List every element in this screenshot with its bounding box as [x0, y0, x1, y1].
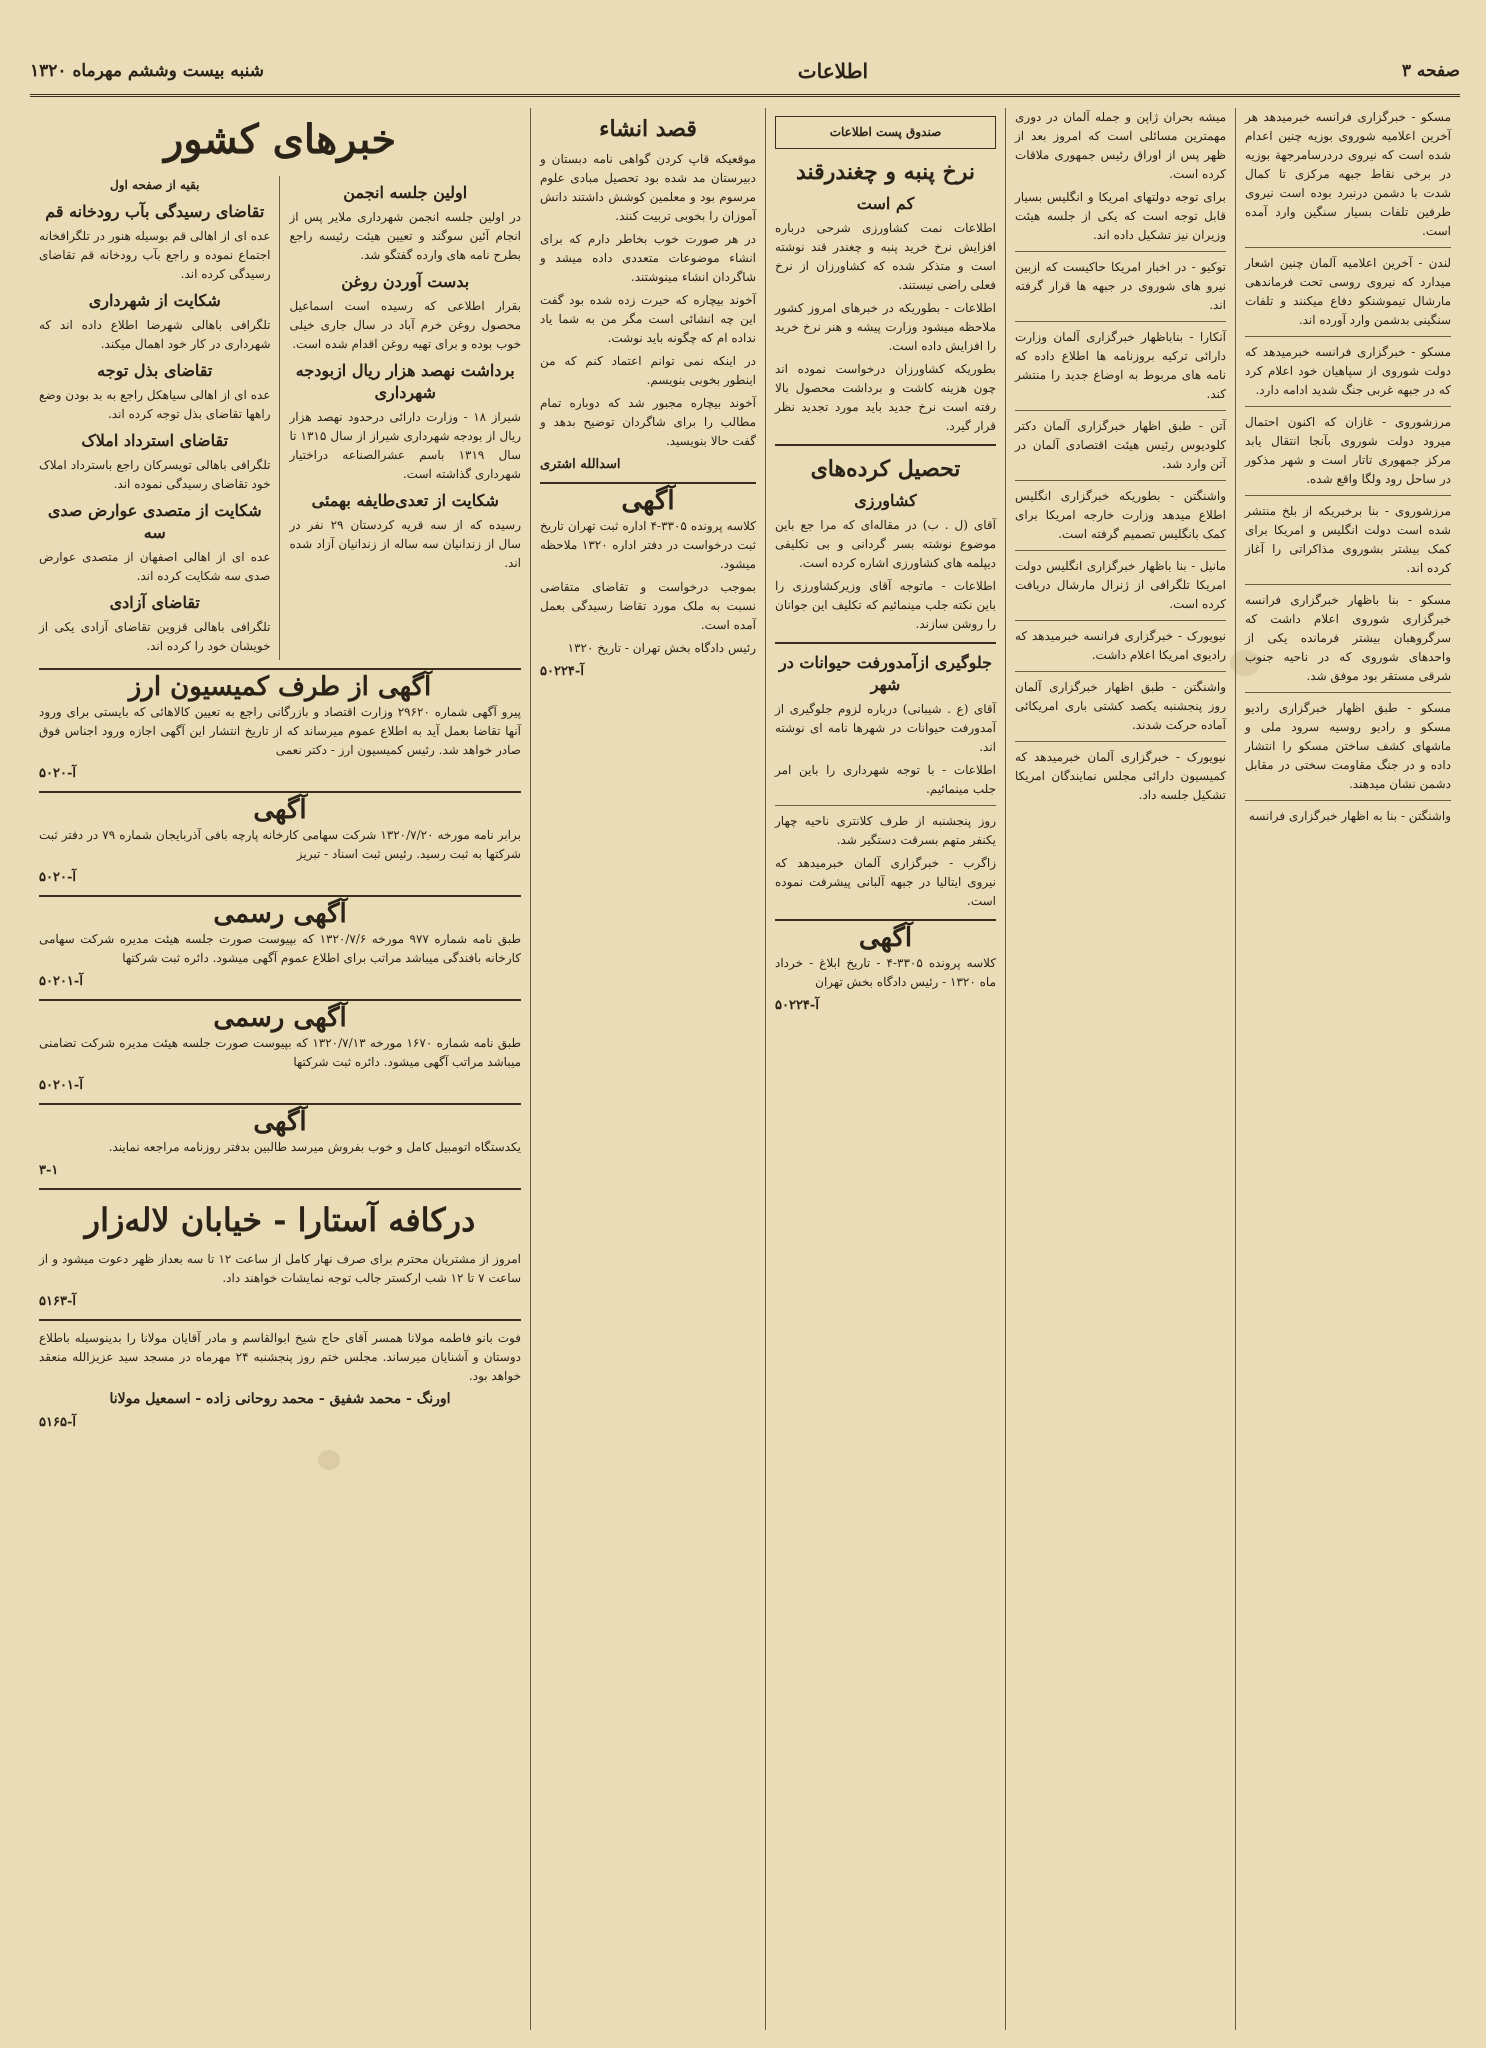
notice-title: آگهی	[253, 795, 307, 825]
essay-signature: اسدالله اشتری	[540, 457, 621, 472]
news-item: مسکو - خبرگزاری فرانسه خبرمیدهد که دولت شوروی از سپاهیان خود اعلام کرد که در جبهه غربی جنگ شدید ادامه دارد.	[1245, 345, 1451, 397]
news-paragraph: بقرار اطلاعی که رسیده است اسماعیل محصول روغن خرم آباد در سال جاری خیلی خوب بوده و برای تهیه روغن اقدام شده است.	[289, 299, 521, 351]
cafe-ad-code: آ-۵۱۶۳	[39, 1294, 76, 1309]
essay-title: قصد انشاء	[599, 116, 697, 142]
section-title: خبرهای کشور	[163, 116, 397, 163]
article-headline: تحصیل کرده‌های	[810, 456, 961, 482]
news-item: مانیل - بنا باظهار خبرگزاری انگلیس دولت امریکا تلگرافی از ژنرال مارشال دریافت کرده است.	[1015, 559, 1226, 611]
news-item: نیویورک - خبرگزاری فرانسه خبرمیدهد که رادیوی امریکا اعلام داشت.	[1015, 629, 1226, 662]
news-item: میشه بحران ژاپن و جمله آلمان در دوری مهمترین مسائلی است که امروز بعد از ظهر پس از اوراق رئیس جمهوری ملاقات کرده است.	[1015, 110, 1226, 181]
page-header	[30, 48, 1460, 97]
news-subhead: شکایت از شهرداری	[88, 291, 221, 310]
issue-date: شنبه بیست وششم مهرماه ۱۳۲۰	[30, 61, 265, 81]
news-paragraph: تلگرافی باهالی شهرضا اطلاع داده اند که شهرداری در کار خود اهمال میکند.	[39, 318, 271, 351]
article-paragraph: زاگرب - خبرگزاری آلمان خبرمیدهد که نیروی ایتالیا در جبهه آلبانی پیشرفت نموده است.	[775, 856, 996, 908]
notice-code: آ-۵۰۲۰	[39, 766, 76, 781]
article-subhead: کم است	[856, 194, 915, 213]
memorial-code: آ-۵۱۶۵	[39, 1415, 76, 1430]
column-wire-news	[1005, 108, 1235, 2030]
essay-paragraph: آخوند بیچاره که حیرت زده شده بود گفت این چه انشائی است مگر من به شما یاد نداده ام که چگونه باید نوشت.	[540, 293, 756, 345]
article-paragraph: اطلاعات نمت کشاورزی شرحی درباره افزایش نرخ خرید پنبه و چغندر قند نوشته است و متذکر شده که کشاورزان از نرخ فعلی راضی نیستند.	[775, 221, 996, 292]
ad-code: آ-۵۰۲۲۴	[540, 664, 584, 679]
ad-body: کلاسه پرونده ۳۳۰۵-۴ اداره ثبت تهران تاریخ ثبت درخواست در دفتر اداره ۱۳۲۰ ملاحظه میشود.	[540, 519, 756, 571]
news-subhead: تقاضای آزادی	[109, 593, 200, 612]
essay-paragraph: آخوند بیچاره مجبور شد که دوباره تمام مطالب را برای شاگردان توضیح بدهد و گفت حالا بنویسید.	[540, 396, 756, 448]
notice-body: پیرو آگهی شماره ۲۹۶۲۰ وزارت اقتصاد و بازرگانی راجع به تعیین کالاهائی که بایستی برای ورود آنها تقاضا بعمل آید به اطلاع عموم میرساند که از تاریخ انتشار این آگهی اجازه ورود اجناس فوق صادر خواهد شد. رئیس کمیسیون ارز - دکتر نعمی	[39, 705, 521, 757]
news-subhead: شکایت از تعدی‌طایفه بهمئی	[311, 491, 499, 510]
news-item: واشنگتن - بطوریکه خبرگزاری انگلیس اطلاع میدهد وزارت خارجه امریکا برای کمک بانگلیس تصمیم گرفته است.	[1015, 489, 1226, 541]
essay-paragraph: در اینکه نمی توانم اعتماد کنم که من اینطور بخوبی بنویسم.	[540, 354, 756, 387]
news-paragraph: عده ای از اهالی اصفهان از متصدی عوارض صدی سه شکایت کرده اند.	[39, 550, 271, 583]
news-paragraph: عده ای از اهالی قم بوسیله هنور در تلگرافخانه اجتماع نموده و راجع بآب رودخانه قم تقاضای رسیدگی کرده اند.	[39, 229, 271, 281]
news-item: آنکارا - بناباظهار خبرگزاری آلمان وزارت دارائی ترکیه بروزنامه ها اطلاع داده که نامه های مربوط به اوضاع جدید را منتشر کند.	[1015, 330, 1226, 401]
news-item: مسکو - بنا باظهار خبرگزاری فرانسه خبرگزاری شوروی اعلام داشت که سرگروهبان بیشتر فرمانده یکی از واحدهای شوروی که در ناحیه جنوب شرقی مستقر بود موفق شد.	[1245, 593, 1451, 683]
notice-body: طبق نامه شماره ۹۷۷ مورخه ۱۳۲۰/۷/۶ که بپیوست صورت جلسه هیئت مدیره شرکت سهامی کارخانه بافندگی میباشد مراتب برای اطلاع عموم آگهی میشود. دائره ثبت شرکتها	[39, 932, 522, 965]
notice-title: آگهی	[253, 1107, 307, 1137]
newspaper-name: اطلاعات	[797, 59, 869, 83]
notice-body: یکدستگاه اتومبیل کامل و خوب بفروش میرسد طالبین بدفتر روزنامه مراجعه نمایند.	[108, 1140, 521, 1154]
news-item: نیویورک - خبرگزاری آلمان خبرمیدهد که کمیسیون دارائی مجلس نمایندگان امریکا تشکیل جلسه داد.	[1015, 750, 1226, 802]
news-item: لندن - آخرین اعلامیه آلمان چنین اشعار میدارد که نیروی روسی تحت فرماندهی مارشال تیموشنکو دفاع میکنند و تلفات سنگینی بدشمن وارد آورده اند.	[1245, 256, 1451, 327]
notice-code: آ-۵۰۲۰۱	[39, 974, 83, 989]
ad-title: آگهی	[621, 486, 675, 516]
news-item: واشنگتن - بنا به اظهار خبرگزاری فرانسه	[1248, 809, 1451, 823]
column-world-news	[1235, 108, 1460, 2030]
domestic-right	[290, 176, 522, 660]
ad-title: آگهی	[858, 923, 913, 953]
essay-paragraph: موقعیکه قاپ کردن گواهی نامه دبستان و دبیرستان مد شده بود تحصیل مبادی علوم مرسوم بود و معلمین کوشش داشتند دانش آموزان را بخوبی تربیت کنند.	[540, 152, 756, 223]
news-paragraph: تلگرافی باهالی تویسرکان راجع باسترداد املاک خود تقاضای رسیدگی نموده اند.	[39, 458, 271, 491]
newspaper-page	[30, 30, 1460, 2030]
article-paragraph: اطلاعات - با توجه شهرداری را باین امر جلب مینمائیم.	[775, 763, 996, 796]
news-subhead: شکایت از متصدی عوارض صدی سه	[47, 501, 262, 542]
notice-code: آ-۵۰۲۰۱	[39, 1078, 83, 1093]
ad-body: بموجب درخواست و تقاضای متقاضی نسبت به ملک مورد تقاضا رسیدگی بعمل آمده است.	[540, 580, 756, 632]
news-item: مرزشوروی - غازان که اکنون احتمال میرود دولت شوروی بآنجا انتقال یابد مرکز جمهوری تاتار است و شهر مذکور در ساحل رود ولگا واقع شده.	[1245, 415, 1451, 486]
news-paragraph: رسیده که از سه قریه کردستان ۲۹ نفر در سال از زندانیان سه ساله از زندانیان آزاد شده اند.	[289, 518, 521, 570]
ad-code: آ-۵۰۲۲۴	[775, 998, 819, 1013]
notice-title: آگهی از طرف کمیسیون ارز	[128, 672, 432, 702]
column-essay	[530, 108, 765, 2030]
news-subhead: بدست آوردن روغن	[341, 272, 470, 291]
news-item: برای توجه دولتهای امریکا و انگلیس بسیار قابل توجه است که یکی از جلسه هیئت وزیران نیز تشکیل داده اند.	[1015, 190, 1226, 242]
notice-body: برابر نامه مورخه ۱۳۲۰/۷/۲۰ شرکت سهامی کارخانه پارچه بافی آذربایجان شماره ۷۹ در دفتر ثبت شرکتها به ثبت رسید. رئیس ثبت اسناد - تبریز	[39, 828, 521, 861]
memorial-notice: فوت بانو فاطمه مولانا همسر آقای حاج شیخ ابوالقاسم و مادر آقایان مولانا را بدینوسیله باطلاع دوستان و آشنایان میرساند. مجلس ختم روز پنجشنبه ۲۴ مهرماه در مسجد سید عزیزالله منعقد خواهد بود.	[39, 1331, 521, 1383]
news-item: واشنگتن - طبق اظهار خبرگزاری آلمان روز پنجشنبه یکصد کشتی باری امریکائی آماده حرکت شدند.	[1015, 680, 1226, 732]
news-item: مسکو - طبق اظهار خبرگزاری رادیو مسکو و رادیو روسیه سرود ملی و ماشهای کشف ساختن مسکو را انتشار داده و در جنگ مقاومت سختی در مقابل دشمن نشان میدهند.	[1245, 701, 1451, 791]
news-item: آتن - طبق اظهار خبرگزاری آلمان دکتر کلودیوس رئیس هیئت اقتصادی آلمان در آتن وارد شد.	[1015, 419, 1226, 471]
news-paragraph: در اولین جلسه انجمن شهرداری ملایر پس از انجام آئین سوگند و تعیین هیئت رئیسه راجع بطرح نامه های وارده گفتگو شد.	[289, 210, 521, 262]
article-headline: جلوگیری ازآمدورفت حیوانات در شهر	[778, 653, 993, 694]
column-domestic	[30, 108, 530, 2030]
notice-code: ۳-۱	[39, 1163, 59, 1178]
news-item: مسکو - خبرگزاری فرانسه خبرمیدهد هر آخرین اعلامیه شوروی بوزیه چنین اعدام شده است که نیروی دردرسامرجهة بوزیه در برخی نقاط جبهه مرکزی تا کمال شدت با دشمن درنبرد بوده است نیروی طرفین تلفات بسیار سنگین وارد آمده است.	[1245, 110, 1451, 238]
news-paragraph: تلگرافی باهالی قزوین تقاضای آزادی یکی از خویشان خود را کرده اند.	[39, 620, 271, 653]
article-paragraph: روز پنجشنبه از طرف کلانتری ناحیه چهار یکنفر متهم بسرقت دستگیر شد.	[775, 814, 996, 847]
cafe-ad-title: درکافه آستارا - خیابان لاله‌زار	[84, 1201, 476, 1239]
news-subhead: برداشت نهصد هزار ریال ازبودجه شهرداری	[295, 361, 515, 402]
news-item: مرزشوروی - بنا برخبریکه از بلخ منتشر شده است دولت انگلیس و امریکا برای کمک بیشتر بشوروی مذاکراتی را آغاز کرده اند.	[1245, 504, 1451, 575]
news-subhead: تقاضای بذل توجه	[97, 361, 213, 380]
news-subhead: تقاضای استرداد املاک	[81, 431, 229, 450]
ad-body: رئیس دادگاه بخش تهران - تاریخ ۱۳۲۰	[567, 641, 756, 655]
domestic-grid	[39, 176, 521, 660]
news-paragraph: شیراز ۱۸ - وزارت دارائی درحدود نهصد هزار ریال از بودجه شهرداری شیراز از سال ۱۳۱۵ تا سال ۱۳۱۹ باسم عشرالصناعه دراختیار شهرداری گذاشته است.	[289, 410, 521, 481]
notice-title: آگهی رسمی	[213, 899, 347, 929]
article-subhead: کشاورزی	[854, 491, 917, 510]
news-item: توکیو - در اخبار امریکا حاکیست که ازبین نیرو های شوروی در جبهه ها قرار گرفته اند.	[1015, 260, 1226, 312]
article-headline: نرخ پنبه و چغندرقند	[796, 159, 975, 185]
mailbox-label: صندوق پست اطلاعات	[775, 116, 996, 149]
article-paragraph: اطلاعات - بطوریکه در خبرهای امروز کشور ملاحظه میشود وزارت پیشه و هنر نرخ خرید را افزایش داده است.	[775, 301, 996, 353]
notice-body: طبق نامه شماره ۱۶۷۰ مورخه ۱۳۲۰/۷/۱۳ که بپیوست صورت جلسه هیئت مدیره شرکت تضامنی میباشد مراتب آگهی میشود. دائره ثبت شرکتها	[39, 1036, 522, 1069]
domestic-left	[39, 176, 280, 660]
continued-label: بقیه از صفحه اول	[110, 178, 200, 192]
article-paragraph: آقای (ل . ب) در مقاله‌ای که مرا جع باین موضوع نوشته بسر گردانی و بی تکلیفی دیپلمه های کشاورزی اشاره کرده است.	[775, 518, 996, 570]
column-mailbox	[765, 108, 1005, 2030]
news-subhead: تقاضای رسیدگی بآب رودخانه قم	[45, 202, 265, 221]
news-paragraph: عده ای از اهالی سیاهکل راجع به بد بودن وضع راهها تقاضای بذل توجه کرده اند.	[39, 388, 271, 421]
page-number: صفحه ۳	[1401, 61, 1460, 81]
essay-paragraph: در هر صورت خوب بخاطر دارم که برای انشاء موضوعات متعددی داده میشد و شاگردان انشاء مینوشتند.	[540, 232, 756, 284]
article-paragraph: اطلاعات - ماتوجه آقای وزیرکشاورزی را باین نکته جلب مینمائیم که تکلیف این جوانان را روشن سازند.	[775, 579, 996, 631]
cafe-ad-body: امروز از مشتریان محترم برای صرف نهار کامل از ساعت ۱۲ تا سه بعداز ظهر دعوت میشود و از ساعت ۷ تا ۱۲ شب ارکستر جالب توجه نمایشات خواهند داد.	[39, 1252, 522, 1285]
notice-title: آگهی رسمی	[213, 1003, 347, 1033]
notice-code: آ-۵۰۲۰	[39, 870, 76, 885]
article-paragraph: آقای (ع . شیبانی) درباره لزوم جلوگیری از آمدورفت حیوانات در شهرها نامه ای نوشته اند.	[775, 702, 996, 754]
ad-body: کلاسه پرونده ۳۳۰۵-۴ - تاریخ ابلاغ - خرداد ماه ۱۳۲۰ - رئیس دادگاه بخش تهران	[775, 956, 996, 989]
memorial-names: اورنگ - محمد شفیق - محمد روحانی زاده - اسمعیل مولانا	[109, 1391, 451, 1407]
news-subhead: اولین جلسه انجمن	[343, 183, 468, 202]
article-paragraph: بطوریکه کشاورزان درخواست نموده اند چون هزینه کاشت و برداشت محصول بالا رفته است نرخ جدید باید مورد تجدید نظر قرار گیرد.	[775, 362, 996, 433]
